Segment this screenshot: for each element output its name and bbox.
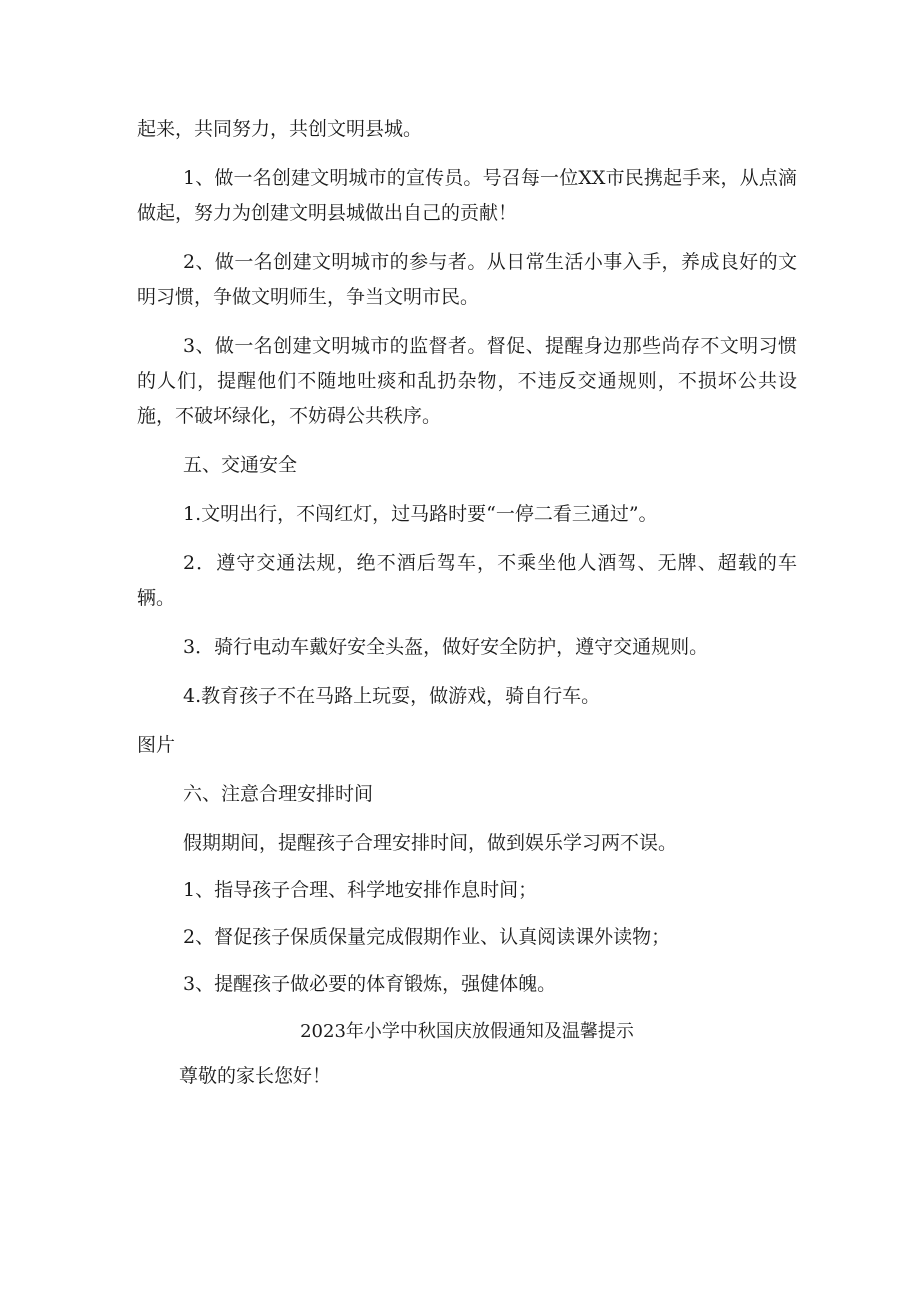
time-item-2: 2、督促孩子保质保量完成假期作业、认真阅读课外读物； — [183, 926, 671, 948]
time-item-1: 1、指导孩子合理、科学地安排作息时间； — [183, 879, 538, 901]
time-intro: 假期期间，提醒孩子合理安排时间，做到娱乐学习两不误。 — [183, 832, 678, 854]
traffic-item-2: 2．遵守交通法规，绝不酒后驾车，不乘坐他人酒驾、无牌、超载的车辆。 — [137, 552, 797, 609]
traffic-item-1: 1.文明出行，不闯红灯，过马路时要“一停二看三通过”。 — [183, 503, 658, 525]
section-heading-traffic: 五、交通安全 — [183, 454, 298, 476]
paragraph-item-2: 2、做一名创建文明城市的参与者。从日常生活小事入手，养成良好的文明习惯，争做文明师生，争当文明市民。 — [137, 251, 797, 308]
traffic-item-3: 3．骑行电动车戴好安全头盔，做好安全防护，遵守交通规则。 — [183, 636, 709, 658]
paragraph-item-3: 3、做一名创建文明城市的监督者。督促、提醒身边那些尚存不文明习惯的人们，提醒他们不随地吐痰和乱扔杂物，不违反交通规则，不损坏公共设施，不破坏绿化，不妨碍公共秩序。 — [137, 335, 797, 427]
time-item-3: 3、提醒孩子做必要的体育锻炼，强健体魄。 — [183, 973, 557, 995]
paragraph-continuation: 起来，共同努力，共创文明县城。 — [137, 118, 423, 140]
document-body — [137, 112, 797, 1094]
traffic-item-4: 4.教育孩子不在马路上玩耍，做游戏，骑自行车。 — [183, 685, 601, 707]
section-heading-time: 六、注意合理安排时间 — [183, 783, 374, 805]
notice-title: 2023年小学中秋国庆放假通知及温馨提示 — [300, 1021, 634, 1042]
image-placeholder-label: 图片 — [137, 734, 176, 756]
paragraph-item-1: 1、做一名创建文明城市的宣传员。号召每一位XX市民携起手来，从点滴做起，努力为创建文明县城做出自己的贡献！ — [137, 167, 797, 224]
greeting: 尊敬的家长您好！ — [179, 1065, 332, 1087]
